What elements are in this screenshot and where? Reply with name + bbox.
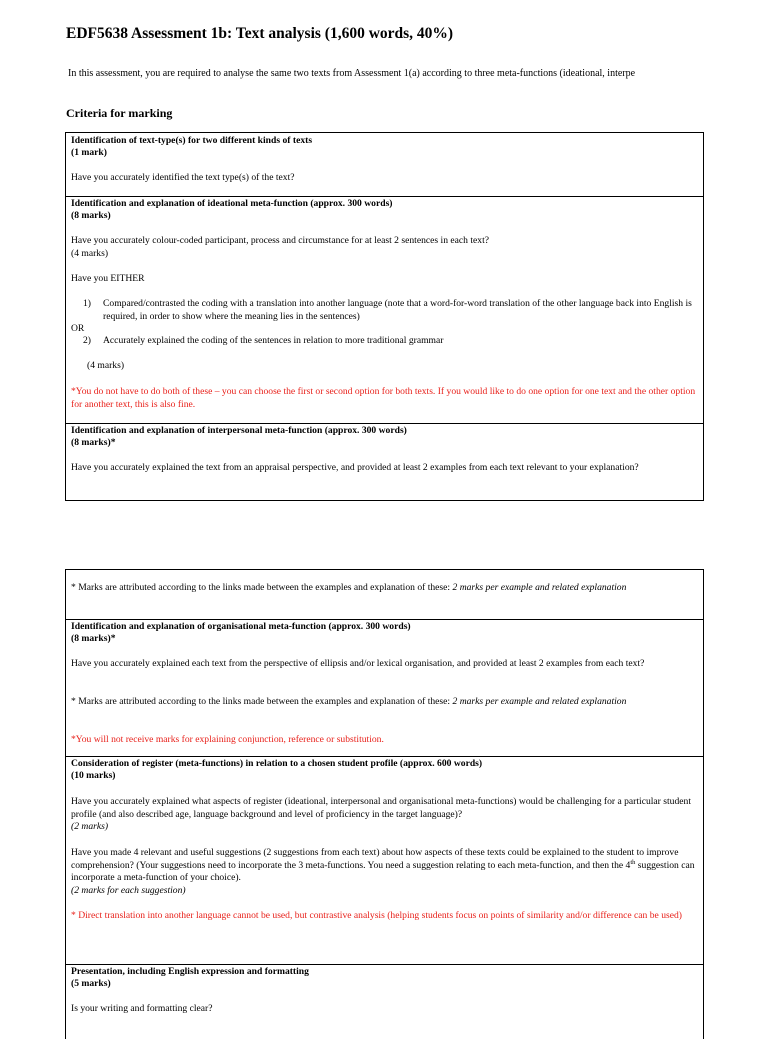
option-marks: (4 marks) <box>87 360 125 371</box>
attribution-note: * Marks are attributed according to the links made between the examples and explanation of these: 2 marks per example and related explanation <box>71 696 627 707</box>
criterion-question: Have you accurately identified the text type(s) of the text? <box>71 172 295 183</box>
criterion-interpersonal <box>66 424 703 500</box>
criterion-question: Have you accurately explained what aspects of register (ideational, interpersonal and organisational meta-functions) would be challenging for a particular student profile (and also described age, language background and level of proficiency in the target language)? <box>71 796 691 820</box>
criterion-question: Have you accurately explained each text from the perspective of ellipsis and/or lexical organisation, and provided at least 2 examples from each text? <box>71 658 645 669</box>
translation-note: * Direct translation into another language cannot be used, but contrastive analysis (helping students focus on points of similarity and/or difference can be used) <box>71 910 682 921</box>
option-number: 2) <box>83 335 91 346</box>
criterion-heading: Identification and explanation of organisational meta-function (approx. 300 words) <box>71 621 411 632</box>
document-title: EDF5638 Assessment 1b: Text analysis (1,600 words, 40%) <box>66 25 454 42</box>
criterion-question-marks: (4 marks) <box>71 248 109 259</box>
or-label: OR <box>71 323 85 334</box>
criterion-marks: (8 marks) <box>71 210 111 221</box>
criterion-heading: Presentation, including English expression and formatting <box>71 966 309 977</box>
criteria-heading: Criteria for marking <box>66 106 173 120</box>
question-marks: (2 marks for each suggestion) <box>71 885 186 896</box>
criterion-marks: (10 marks) <box>71 770 116 781</box>
criterion-question: Is your writing and formatting clear? <box>71 1003 213 1014</box>
criterion-question: Have you made 4 relevant and useful suggestions (2 suggestions from each text) about how aspects of these texts could be explained to the student to improve comprehension? (Your suggestions need to incorporate the 3 meta-functions. You need a suggestion relating to each meta-function, and then the 4th suggestion can incorporate a meta-function of your choice). <box>71 847 695 883</box>
criterion-text-type <box>66 133 703 197</box>
intro-paragraph: In this assessment, you are required to analyse the same two texts from Assessment 1(a) according to three meta-functions (ideational, interpe <box>68 68 636 79</box>
exclusion-note: *You will not receive marks for explaining conjunction, reference or substitution. <box>71 734 384 745</box>
criterion-heading: Consideration of register (meta-functions) in relation to a chosen student profile (approx. 600 words) <box>71 758 483 769</box>
criterion-heading: Identification and explanation of interpersonal meta-function (approx. 300 words) <box>71 425 407 436</box>
attribution-note: * Marks are attributed according to the links made between the examples and explanation of these: 2 marks per example and related explanation <box>71 582 627 593</box>
criterion-presentation <box>66 965 703 1045</box>
criterion-marks: (1 mark) <box>71 147 107 158</box>
criterion-register <box>66 757 703 965</box>
option-note: *You do not have to do both of these – you can choose the first or second option for both texts. If you would like to do one option for one text and the other option for another text, this is also fine. <box>71 386 696 410</box>
either-label: Have you EITHER <box>71 273 145 284</box>
criterion-marks: (8 marks)* <box>71 437 116 448</box>
criterion-heading: Identification of text-type(s) for two different kinds of texts <box>71 135 313 146</box>
criterion-question: Have you accurately colour-coded participant, process and circumstance for at least 2 sentences in each text? <box>71 235 490 246</box>
criteria-table-2 <box>65 569 704 1039</box>
criterion-question: Have you accurately explained the text from an appraisal perspective, and provided at least 2 examples from each text relevant to your explanation? <box>71 462 639 473</box>
option-2-text: Accurately explained the coding of the sentences in relation to more traditional grammar <box>103 335 444 346</box>
option-1-text: Compared/contrasted the coding with a translation into another language (note that a word-for-word translation of the other language back into English is required, in order to show where the meaning lies in the sentences) <box>103 298 692 322</box>
criterion-marks: (8 marks)* <box>71 633 116 644</box>
option-number: 1) <box>83 298 91 309</box>
marks-attribution-note <box>66 570 703 620</box>
criterion-heading: Identification and explanation of ideational meta-function (approx. 300 words) <box>71 198 393 209</box>
criteria-table-1 <box>65 132 704 501</box>
criterion-ideational <box>66 197 703 424</box>
question-marks: (2 marks) <box>71 821 109 832</box>
criterion-organisational <box>66 620 703 757</box>
criterion-marks: (5 marks) <box>71 978 111 989</box>
